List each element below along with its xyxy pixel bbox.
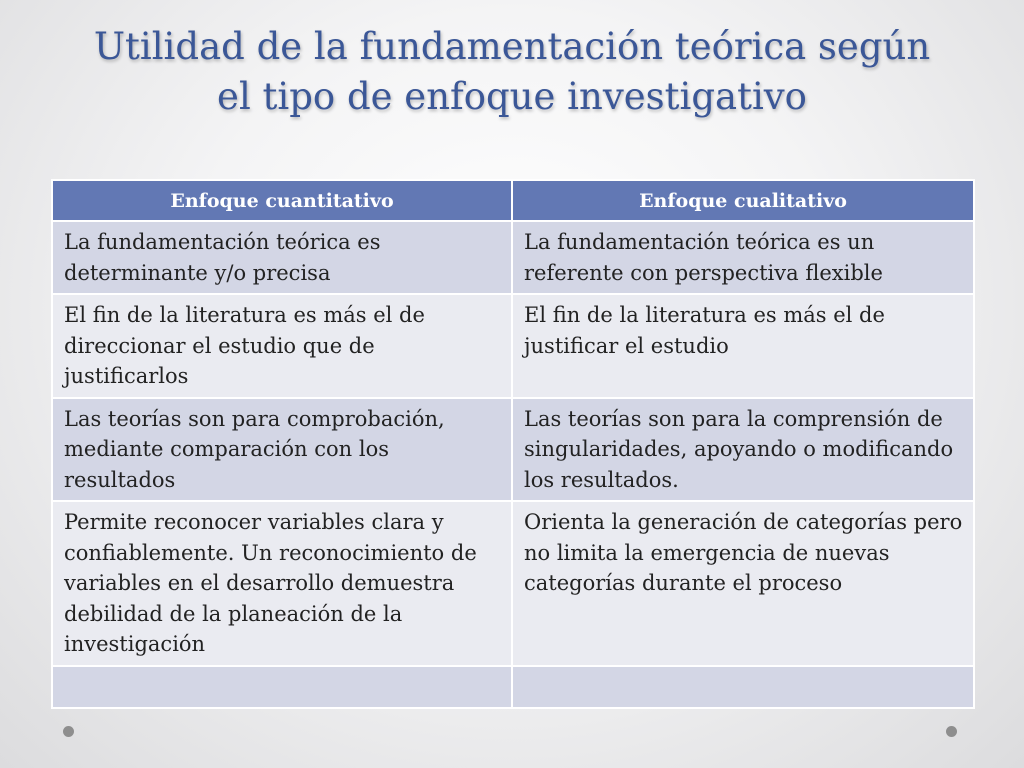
table-row (52, 221, 974, 294)
header-quantitative: Enfoque cuantitativo (52, 180, 512, 221)
table-cell-qualitative: La fundamentación teórica es un referente con perspectiva flexible (512, 221, 974, 294)
table-cell-qualitative (512, 666, 974, 708)
slide-title-line-1: Utilidad de la fundamentación teórica según (93, 25, 931, 68)
table-cell-qualitative: Las teorías son para la comprensión de singularidades, apoyando o modificando los resultados. (512, 398, 974, 502)
table-row (52, 501, 974, 666)
table-cell-qualitative: El fin de la literatura es más el de justificar el estudio (512, 294, 974, 398)
slide-title (40, 22, 984, 122)
table-row (52, 294, 974, 398)
table-cell-quantitative: Las teorías son para comprobación, mediante comparación con los resultados (52, 398, 512, 502)
table-header-row (52, 180, 974, 221)
table-cell-quantitative: La fundamentación teórica es determinante y/o precisa (52, 221, 512, 294)
table-row (52, 398, 974, 502)
table-cell-qualitative: Orienta la generación de categorías pero no limita la emergencia de nuevas categorías durante el proceso (512, 501, 974, 666)
table-cell-quantitative (52, 666, 512, 708)
table-cell-quantitative: El fin de la literatura es más el de direccionar el estudio que de justificarlos (52, 294, 512, 398)
header-qualitative: Enfoque cualitativo (512, 180, 974, 221)
decorative-dot-right (946, 726, 957, 737)
table-row-empty (52, 666, 974, 708)
slide-title-line-2: el tipo de enfoque investigativo (217, 75, 807, 118)
table-cell-quantitative: Permite reconocer variables clara y confiablemente. Un reconocimiento de variables en el desarrollo demuestra debilidad de la planeación de la investigación (52, 501, 512, 666)
comparison-table (51, 179, 975, 709)
decorative-dot-left (63, 726, 74, 737)
